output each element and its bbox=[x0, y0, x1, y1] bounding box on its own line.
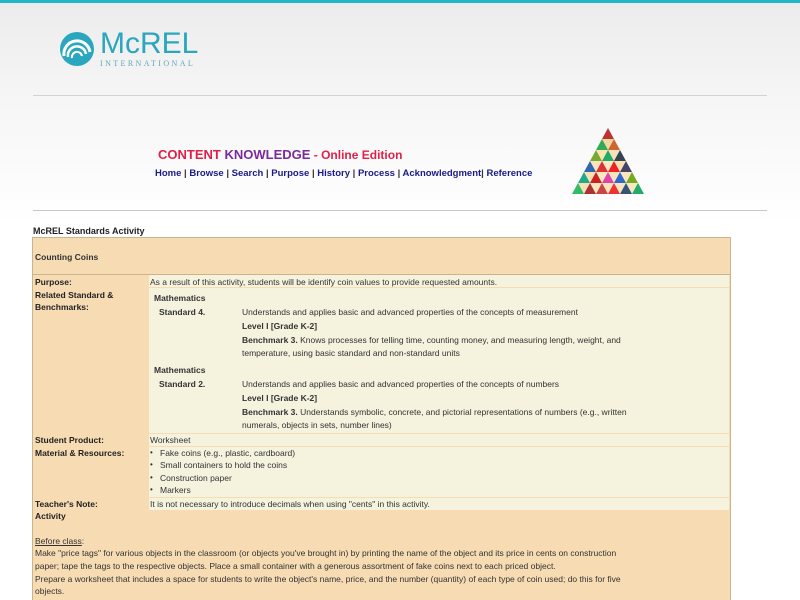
pyramid-icon bbox=[568, 128, 648, 196]
logo-subtitle: INTERNATIONAL bbox=[100, 59, 196, 68]
standard-1-label: Standard 4. bbox=[159, 307, 206, 317]
nav-reference[interactable]: Reference bbox=[486, 168, 533, 179]
nav-browse[interactable]: Browse bbox=[189, 168, 224, 179]
content-knowledge-title: CONTENT KNOWLEDGE - Online Edition bbox=[158, 147, 403, 162]
activity-body-line: Make "price tags" for various objects in the classroom (or objects you've brought in) by printing the name of the object and its price in cents on construction bbox=[35, 548, 617, 558]
benchmark-1: Benchmark 3. Knows processes for telling time, counting money, and measuring length, weight, and bbox=[242, 335, 621, 345]
activity-panel bbox=[32, 237, 731, 600]
nav-purpose[interactable]: Purpose bbox=[271, 168, 310, 179]
product-cell bbox=[149, 434, 729, 446]
note-text: It is not necessary to introduce decimals when using "cents" in this activity. bbox=[150, 499, 430, 509]
mcrel-logo[interactable] bbox=[58, 27, 199, 68]
before-class-line: Before class: bbox=[35, 536, 85, 546]
title-divider bbox=[33, 210, 767, 211]
subject-1: Mathematics bbox=[154, 293, 206, 303]
related-label-line1: Related Standard & bbox=[35, 290, 114, 300]
nav-history[interactable]: History bbox=[317, 168, 350, 179]
material-bullet: • bbox=[150, 448, 153, 457]
activity-title: Counting Coins bbox=[35, 252, 99, 262]
product-label: Student Product: bbox=[35, 435, 104, 445]
purpose-text: As a result of this activity, students will be identify coin values to provide requested amounts. bbox=[150, 277, 498, 287]
note-label: Teacher's Note: bbox=[35, 499, 98, 509]
material-bullet: • bbox=[150, 473, 153, 482]
standard-2-label: Standard 2. bbox=[159, 379, 206, 389]
purpose-label: Purpose: bbox=[35, 277, 72, 287]
standard-2-text: Understands and applies basic and advanced properties of the concepts of numbers bbox=[242, 379, 560, 389]
material-item: Construction paper bbox=[160, 473, 232, 483]
nav-process[interactable]: Process bbox=[357, 168, 395, 179]
benchmark-2: Benchmark 3. Understands symbolic, concrete, and pictorial representations of numbers (e.g., written bbox=[242, 407, 627, 417]
material-bullet: • bbox=[150, 485, 153, 494]
activity-body-line: objects. bbox=[35, 586, 65, 596]
logo-name: McREL bbox=[100, 27, 199, 60]
benchmark-2-line2: numerals, objects in sets, number lines) bbox=[242, 420, 392, 430]
main-nav: Home | Browse | Search | Purpose | History | Process | Acknowledgment| Reference bbox=[155, 168, 533, 179]
activity-label: Activity bbox=[35, 511, 66, 521]
standard-1-text: Understands and applies basic and advanced properties of the concepts of measurement bbox=[242, 307, 578, 317]
activity-body-line: Prepare a worksheet that includes a space for students to write the object's name, price, and the number (quantity) of each type of coin used; do this for five bbox=[35, 574, 621, 584]
related-label-line2: Benchmarks: bbox=[35, 302, 89, 312]
nav-home[interactable]: Home bbox=[155, 168, 182, 179]
nav-acknowledgment[interactable]: Acknowledgment bbox=[402, 168, 482, 179]
material-item: Markers bbox=[160, 485, 191, 495]
material-item: Small containers to hold the coins bbox=[160, 460, 288, 470]
benchmark-1-line2: temperature, using basic standard and non-standard units bbox=[242, 348, 460, 358]
activity-body-line: paper; tape the tags to the respective objects. Place a small container with a generous assortment of fake coins next to each priced object. bbox=[35, 561, 556, 571]
activity-heading: McREL Standards Activity bbox=[33, 226, 145, 236]
standard-2-level: Level I [Grade K-2] bbox=[242, 393, 318, 403]
standard-1-level: Level I [Grade K-2] bbox=[242, 321, 318, 331]
subject-2: Mathematics bbox=[154, 365, 206, 375]
material-bullet: • bbox=[150, 460, 153, 469]
nav-search[interactable]: Search bbox=[231, 168, 264, 179]
product-text: Worksheet bbox=[150, 435, 191, 445]
header-divider bbox=[33, 95, 767, 96]
mcrel-swirl-icon bbox=[58, 30, 96, 68]
material-item: Fake coins (e.g., plastic, cardboard) bbox=[160, 448, 296, 458]
materials-label: Material & Resources: bbox=[35, 448, 125, 458]
